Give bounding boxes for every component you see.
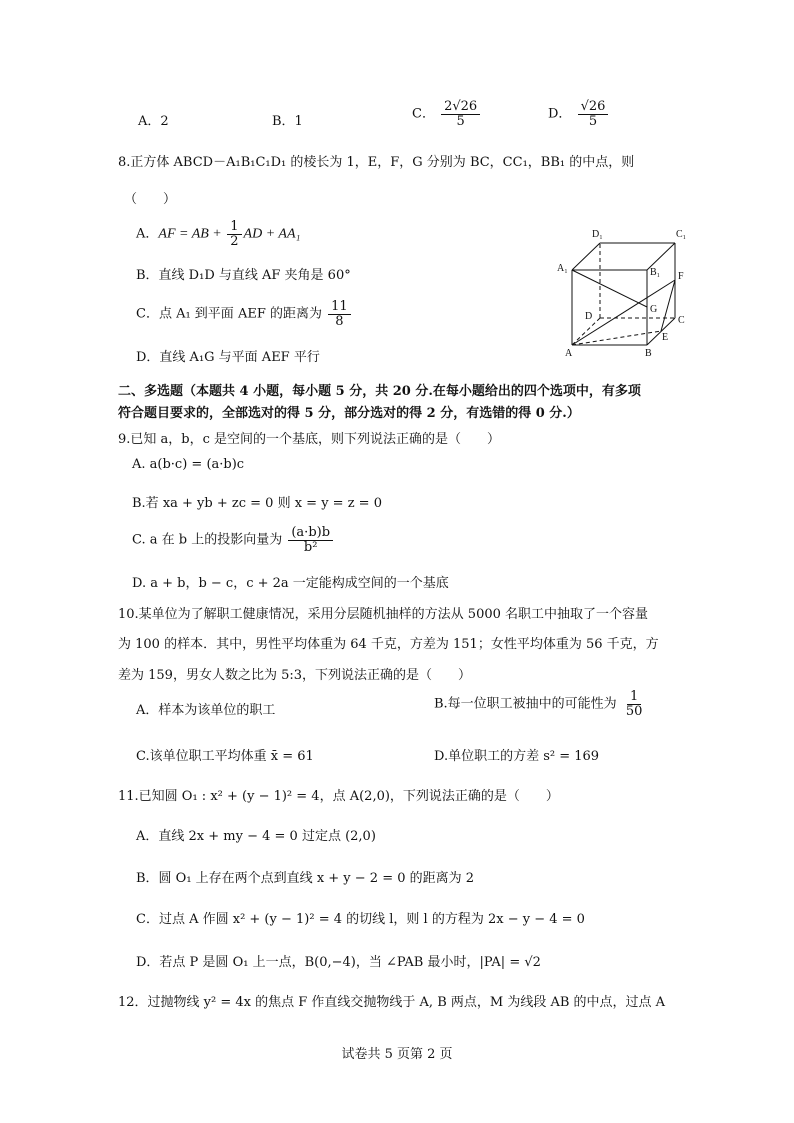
q8-option-a bbox=[136, 220, 300, 248]
label-f: F bbox=[678, 271, 684, 282]
q8-a-expr1: AF = AB + bbox=[158, 226, 226, 242]
q8-paren: （ ） bbox=[124, 192, 177, 207]
q9-option-c bbox=[132, 526, 335, 554]
q10-line3: 差为 159，男女人数之比为 5:3，下列说法正确的是（ ） bbox=[118, 668, 471, 683]
q11-option-c: C．过点 A 作圆 x² + (y − 1)² = 4 的切线 l，则 l 的方程为 2x − y − 4 = 0 bbox=[136, 912, 585, 927]
q10-option-c: C.该单位职工平均体重 x̄ = 61 bbox=[136, 749, 314, 764]
label-e: E bbox=[662, 332, 669, 343]
q7-c-denominator: 5 bbox=[456, 113, 465, 129]
label-c1: C₁ bbox=[676, 229, 687, 240]
q9-option-d: D. a + b，b − c，c + 2a 一定能构成空间的一个基底 bbox=[132, 576, 449, 591]
label-a1: A₁ bbox=[557, 263, 568, 274]
q8-c-fraction bbox=[328, 300, 351, 328]
segment-ae-hidden bbox=[572, 331, 661, 345]
q10-b-label: B.每一位职工被抽中的可能性为 bbox=[434, 696, 621, 712]
q12-stem: 12．过抛物线 y² = 4x 的焦点 F 作直线交抛物线于 A, B 两点，M 为线段 AB 的中点，过点 A bbox=[118, 995, 666, 1010]
q7-option-c-label: C． bbox=[412, 106, 435, 122]
cube-figure bbox=[552, 225, 697, 360]
q7-option-b: B．1 bbox=[272, 114, 303, 129]
q8-a-expr2: AD + AA₁ bbox=[243, 226, 301, 242]
q9-c-label: C. a 在 b 上的投影向量为 bbox=[132, 532, 287, 548]
edge-a1d1 bbox=[572, 243, 600, 270]
q10-option-b bbox=[434, 690, 647, 718]
q8-a-numerator: 1 bbox=[227, 220, 241, 235]
label-a: A bbox=[565, 348, 573, 359]
page-footer: 试卷共 5 页第 2 页 bbox=[341, 1047, 453, 1062]
q9-stem: 9.已知 a，b，c 是空间的一个基底，则下列说法正确的是（ ） bbox=[118, 432, 501, 447]
label-c: C bbox=[678, 315, 685, 326]
q7-option-c-fraction bbox=[441, 100, 480, 128]
q7-c-numerator: 2√26 bbox=[441, 100, 480, 115]
label-g: G bbox=[650, 304, 658, 315]
q11-option-b: B．圆 O₁ 上存在两个点到直线 x + y − 2 = 0 的距离为 2 bbox=[136, 871, 475, 886]
section2-line1: 二、多选题（本题共 4 小题，每小题 5 分，共 20 分.在每小题给出的四个选项中，有多项 bbox=[118, 384, 641, 399]
q7-option-c bbox=[412, 100, 482, 128]
label-b: B bbox=[645, 348, 652, 359]
q8-option-c bbox=[136, 300, 353, 328]
q9-c-numerator: (a·b)b bbox=[288, 526, 333, 541]
label-d: D bbox=[585, 311, 593, 322]
q10-b-numerator: 1 bbox=[627, 690, 641, 705]
q7-option-d-label: D． bbox=[548, 106, 572, 122]
q11-option-d: D．若点 P 是圆 O₁ 上一点，B(0,−4)，当 ∠PAB 最小时，|PA| = √2 bbox=[136, 955, 541, 970]
q8-a-fraction bbox=[227, 220, 241, 248]
q9-c-denominator: b² bbox=[303, 539, 318, 555]
q7-option-a: A．2 bbox=[138, 114, 169, 129]
q11-stem: 11.已知圆 O₁ : x² + (y − 1)² = 4，点 A(2,0)，下列说法正确的是（ ） bbox=[118, 789, 559, 804]
section2-line2: 符合题目要求的，全部选对的得 5 分，部分选对的得 2 分，有选错的得 0 分.） bbox=[118, 406, 580, 421]
q11-option-a: A．直线 2x + my − 4 = 0 过定点 (2,0) bbox=[136, 829, 376, 844]
q10-b-denominator: 50 bbox=[625, 703, 643, 719]
segment-a1g bbox=[572, 270, 647, 307]
q10-option-a: A．样本为该单位的职工 bbox=[136, 703, 276, 718]
q9-c-fraction bbox=[288, 526, 333, 554]
q10-b-fraction bbox=[623, 690, 646, 718]
q8-c-denominator: 8 bbox=[335, 313, 344, 329]
q9-option-a: A. a(b·c) = (a·b)c bbox=[132, 457, 245, 472]
q9-option-b: B.若 xa + yb + zc = 0 则 x = y = z = 0 bbox=[132, 496, 382, 511]
q7-option-d bbox=[548, 100, 610, 128]
label-d1: D₁ bbox=[592, 229, 603, 240]
q8-a-denominator: 2 bbox=[230, 233, 239, 249]
q10-line2: 为 100 的样本．其中，男性平均体重为 64 千克，方差为 151；女性平均体重为 56 千克，方 bbox=[118, 637, 659, 652]
q8-option-b: B．直线 D₁D 与直线 AF 夹角是 60° bbox=[136, 268, 351, 283]
q7-d-denominator: 5 bbox=[588, 113, 598, 129]
q8-a-label: A． bbox=[136, 226, 159, 242]
q8-stem: 8.正方体 ABCD－A₁B₁C₁D₁ 的棱长为 1，E，F，G 分别为 BC，CC₁，BB₁ 的中点，则 bbox=[118, 155, 635, 170]
edge-b1c1 bbox=[647, 243, 675, 270]
label-b1: B₁ bbox=[650, 267, 661, 278]
q10-option-d: D.单位职工的方差 s² = 169 bbox=[434, 749, 600, 764]
q8-option-d: D．直线 A₁G 与平面 AEF 平行 bbox=[136, 350, 320, 365]
q10-line1: 10.某单位为了解职工健康情况，采用分层随机抽样的方法从 5000 名职工中抽取了一个容量 bbox=[118, 607, 649, 622]
edge-bc bbox=[647, 318, 675, 345]
q8-c-label: C．点 A₁ 到平面 AEF 的距离为 bbox=[136, 306, 327, 322]
q7-d-numerator: √26 bbox=[578, 100, 609, 115]
q7-option-d-fraction bbox=[578, 100, 609, 128]
q8-c-numerator: 11 bbox=[328, 300, 351, 315]
